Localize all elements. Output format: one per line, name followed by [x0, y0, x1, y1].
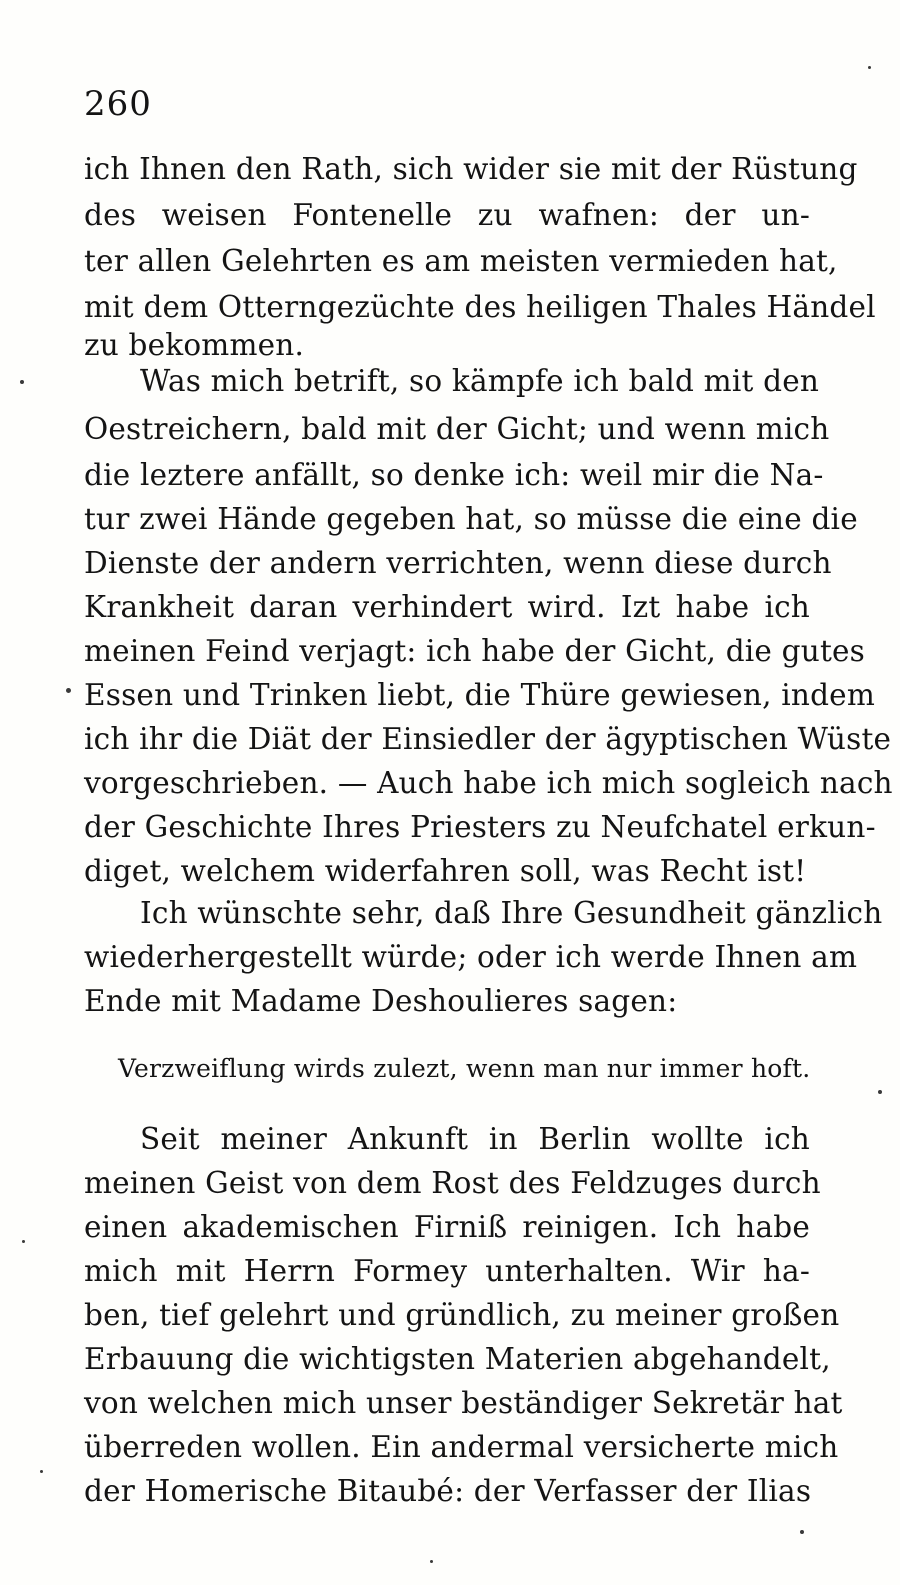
print-speck: [22, 1240, 25, 1243]
text-line: überreden wollen. Ein andermal versicherte mich: [84, 1430, 839, 1464]
text-line: Dienste der andern verrichten, wenn diese durch: [84, 546, 832, 580]
text-line: ich ihr die Diät der Einsiedler der ägyptischen Wüste: [84, 722, 892, 756]
text-line: Oestreichern, bald mit der Gicht; und wenn mich: [84, 412, 830, 446]
text-line: meinen Geist von dem Rost des Feldzuges durch: [84, 1166, 821, 1200]
text-line: Erbauung die wichtigsten Materien abgehandelt,: [84, 1342, 831, 1376]
text-line: Essen und Trinken liebt, die Thüre gewiesen, indem: [84, 678, 876, 712]
text-line: zu bekommen.: [84, 328, 305, 362]
text-line: mit dem Otterngezüchte des heiligen Thales Händel: [84, 290, 876, 324]
text-line: einen akademischen Firniß reinigen. Ich habe: [84, 1210, 810, 1244]
text-line: vorgeschrieben. — Auch habe ich mich sogleich nach: [84, 766, 893, 800]
text-line: ter allen Gelehrten es am meisten vermieden hat,: [84, 244, 838, 278]
text-line: diget, welchem widerfahren soll, was Recht ist!: [84, 854, 807, 888]
print-speck: [430, 1560, 433, 1563]
text-line: die leztere anfällt, so denke ich: weil mir die Na-: [84, 458, 824, 492]
text-line: Krankheit daran verhindert wird. Izt habe ich: [84, 590, 810, 624]
text-line: meinen Feind verjagt: ich habe der Gicht, die gutes: [84, 634, 866, 668]
text-line: wiederhergestellt würde; oder ich werde Ihnen am: [84, 940, 858, 974]
text-line: der Homerische Bitaubé: der Verfasser der Ilias: [84, 1474, 812, 1508]
verse-quotation: Verzweiflung wirds zulezt, wenn man nur immer hoft.: [118, 1054, 811, 1083]
print-speck: [66, 688, 71, 693]
page-number: 260: [84, 84, 152, 124]
print-speck: [878, 1090, 882, 1094]
paragraph-first-line: Seit meiner Ankunft in Berlin wollte ich: [140, 1122, 810, 1156]
text-line: Ende mit Madame Deshoulieres sagen:: [84, 984, 678, 1018]
text-line: der Geschichte Ihres Priesters zu Neufchatel erkun-: [84, 810, 876, 844]
paragraph-first-line: Was mich betrift, so kämpfe ich bald mit den: [140, 364, 820, 398]
text-line: ben, tief gelehrt und gründlich, zu meiner großen: [84, 1298, 840, 1332]
paragraph-first-line: Ich wünschte sehr, daß Ihre Gesundheit gänzlich: [140, 896, 883, 930]
text-line: ich Ihnen den Rath, sich wider sie mit der Rüstung: [84, 152, 858, 186]
text-line: von welchen mich unser beständiger Sekretär hat: [84, 1386, 843, 1420]
print-speck: [20, 380, 24, 384]
print-speck: [40, 1470, 43, 1473]
print-speck: [868, 66, 871, 69]
print-speck: [800, 1530, 804, 1534]
text-line: tur zwei Hände gegeben hat, so müsse die eine die: [84, 502, 858, 536]
text-line: des weisen Fontenelle zu wafnen: der un-: [84, 198, 810, 232]
text-line: mich mit Herrn Formey unterhalten. Wir ha-: [84, 1254, 810, 1288]
